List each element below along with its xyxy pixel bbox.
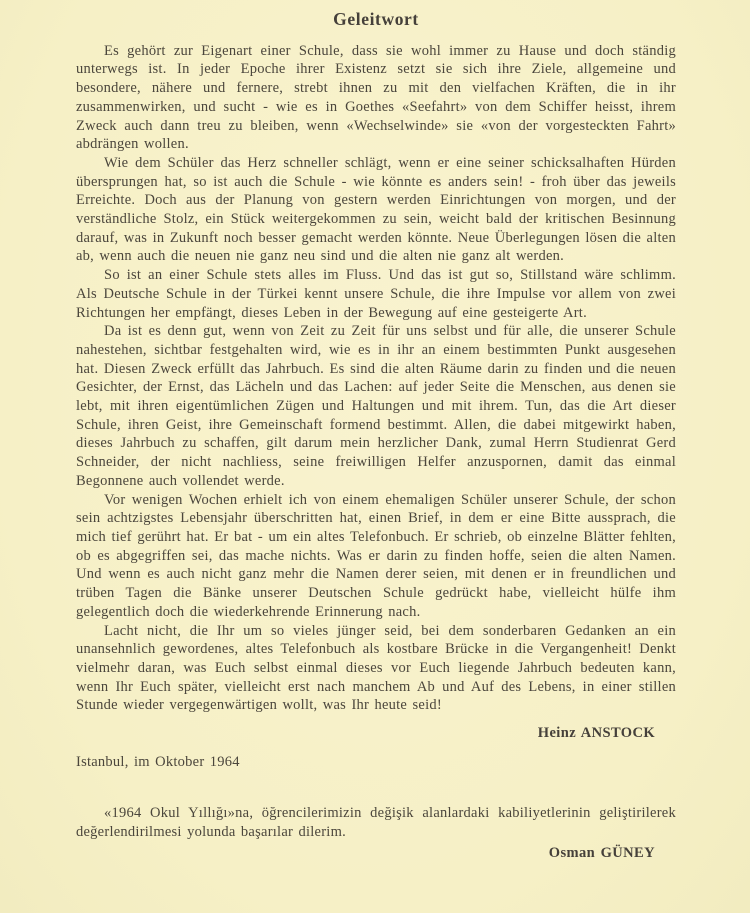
paragraph-5: Vor wenigen Wochen erhielt ich von einem ehemaligen Schüler unserer Schule, der schon sein achtzigstes Lebensjahr überschritten hat, einen Brief, in dem er eine Bitte aussprach, die mich tief gerührt hat. Er bat - um ein altes Telefonbuch. Er schrieb, ob einzelne Blätter fehlten, ob es abgegriffen sei, das mache nichts. Was er darin zu finden hoffe, seien die alten Namen. Und wenn es auch nicht ganz mehr die Namen derer seien, mit denen er in freundlichen und trüben Tagen die Bänke unserer Deutschen Schule gedrückt habe, vielleicht hülfe ihm gelegentlich doch die wiederkehrende Erinnerung nach. [76,491,676,620]
paragraph-3: So ist an einer Schule stets alles im Fluss. Und das ist gut so, Stillstand wäre schlimm. Als Deutsche Schule in der Türkei kennt unsere Schule, die ihre Impulse vor allem von zwei Richtungen her empfängt, dieses Leben in der Bewegung auf eine gesteigerte Art. [76,267,676,321]
paragraph-1: Es gehört zur Eigenart einer Schule, dass sie wohl immer zu Hause und doch ständig unterwegs ist. In jeder Epoche ihrer Existenz setzt sie sich ihre Ziele, allgemeine und besondere, nähere und fernere, strebt ihnen zu mit den vielfachen Kräften, die in ihr zusammenwirken, und sucht - wie es in Goethes «Seefahrt» von dem Schiffer heisst, ihrem Zweck auch dann treu zu bleiben, wenn «Wechselwinde» sie «von der vorgesteckten Fahrt» abdrängen wollen. [76,42,676,153]
page-title: Geleitwort [333,9,419,29]
paragraph-2: Wie dem Schüler das Herz schneller schlägt, wenn er eine seiner schicksalhaften Hürden übersprungen hat, so ist auch die Schule - wie könnte es anders sein! - froh über das jeweils Erreichte. Doch aus der Planung von gestern werden Einrichtungen von morgen, und der verständliche Stolz, ein Stück weitergekommen zu sein, weicht bald der kritischen Besinnung darauf, was in Zukunft noch besser gemacht werden könnte. Neue Überlegungen lösen die alten ab, wenn auch die neuen nie ganz neu sind und die alten nie ganz alt werden. [76,154,676,265]
body-text [76,42,676,715]
paragraph-4: Da ist es denn gut, wenn von Zeit zu Zeit für uns selbst und für alle, die unserer Schule nahestehen, sichtbar festgehalten wird, wie es in ihr an einem bestimmten Punkt ausgesehen hat. Diesen Zweck erfüllt das Jahrbuch. Es sind die alten Räume darin zu finden und die neuen Gesichter, der Ernst, das Lächeln und das Lachen: auf jeder Seite die Menschen, aus denen sie lebt, mit ihren eigentümlichen Zügen und Haltungen und mit ihrem. Tun, das die Art dieser Schule, ihren Geist, ihre Gemeinschaft formend bestimmt. Allen, die dabei mitgewirkt haben, dieses Jahrbuch zu schaffen, gilt darum mein herzlicher Dank, zumal Herrn Studienrat Gerd Schneider, der nicht nachliess, seine freiwilligen Helfer anzuspornen, damit das einmal Begonnene auch vollendet werde. [76,323,676,489]
dateline: Istanbul, im Oktober 1964 [76,753,240,770]
paragraph-6: Lacht nicht, die Ihr um so vieles jünger seid, bei dem sonderbaren Gedanken an ein unansehnlich gewordenes, altes Telefonbuch als kostbare Brücke in die Vergangenheit! Denkt vielmehr daran, was Euch selbst einmal dieses vor Euch liegende Jahrbuch bedeuten kann, wenn Ihr Euch später, vielleicht erst nach manchem Ab und Auf des Lebens, in einer stillen Stunde wieder vergegenwärtigen wollt, was Ihr heute seid! [76,622,676,714]
turkish-note: «1964 Okul Yıllığı»na, öğrencilerimizin değişik alanlardaki kabiliyetlerinin geliştirilerek değerlendirilmesi yolunda başarılar dilerim. [76,805,676,841]
signature-osman-guney: Osman GÜNEY [548,844,655,861]
signature-heinz-anstock: Heinz ANSTOCK [537,725,655,742]
